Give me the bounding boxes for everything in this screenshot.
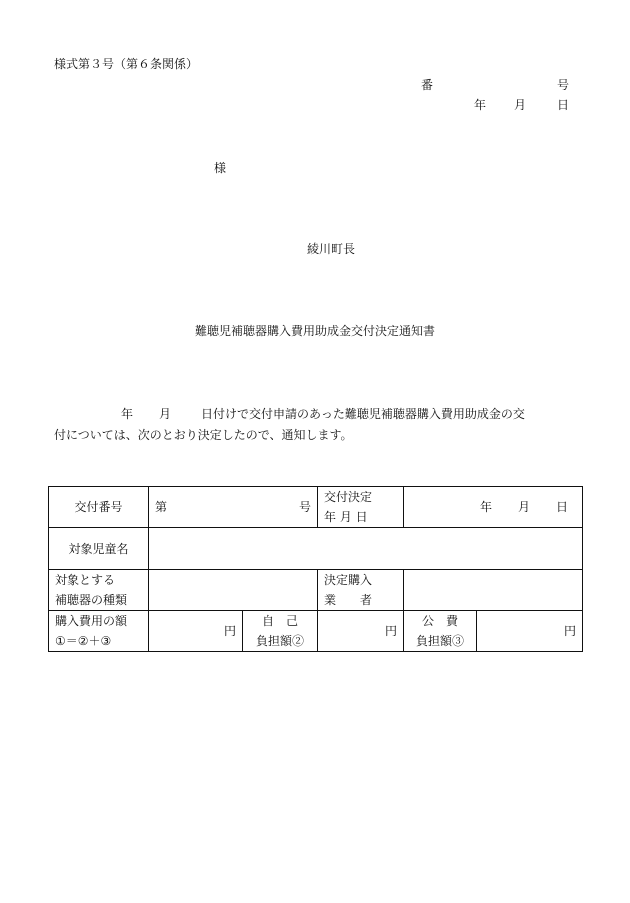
body-line1-rest: 日付けで交付申請のあった難聴児補聴器購入費用助成金の交 (201, 407, 525, 421)
grant-decision-table (48, 486, 583, 652)
notice-body (54, 404, 574, 446)
table-row (49, 487, 583, 528)
decision-date-label-line-1: 交付決定 (324, 490, 373, 504)
issue-date-year: 年 (474, 98, 487, 112)
issuer-name: 綾川町長 (307, 242, 356, 256)
hearing-aid-type-field[interactable] (149, 570, 318, 611)
self-burden-field[interactable] (318, 611, 404, 652)
decision-date-field[interactable] (404, 487, 583, 528)
body-year: 年 (121, 407, 134, 421)
document-number-prefix: 番 (421, 78, 434, 92)
decision-date-label (318, 487, 404, 528)
hearing-aid-type-label-line-2: 補聴器の種類 (55, 593, 128, 607)
body-month: 月 (159, 407, 172, 421)
public-burden-label-line-2: 負担額③ (415, 634, 464, 648)
grant-number-suffix: 号 (298, 500, 311, 514)
purchase-cost-label (49, 611, 149, 652)
public-burden-label-line-1: 公 費 (421, 614, 458, 628)
grant-number-label: 交付番号 (49, 487, 149, 528)
vendor-label-line-2: 業 者 (324, 593, 373, 607)
hearing-aid-type-label (49, 570, 149, 611)
decision-date-label-line-2: 年 月 日 (324, 510, 368, 524)
public-burden-label (404, 611, 477, 652)
purchase-cost-label-line-1: 購入費用の額 (55, 614, 128, 628)
grant-number-prefix: 第 (155, 500, 168, 514)
document-number-suffix: 号 (556, 78, 569, 92)
notice-body-line-1 (54, 404, 574, 425)
document-title: 難聴児補聴器購入費用助成金交付決定通知書 (194, 324, 435, 338)
child-name-field[interactable] (149, 528, 583, 570)
self-burden-yen: 円 (384, 624, 397, 638)
child-name-label: 対象児童名 (49, 528, 149, 570)
purchase-cost-label-line-2: ①＝②＋③ (55, 634, 112, 648)
notice-body-line-2: 付については、次のとおり決定したので、通知します。 (54, 428, 353, 442)
decision-date-year: 年 (479, 500, 492, 514)
hearing-aid-type-label-line-1: 対象とする (55, 573, 116, 587)
decision-date-month: 月 (517, 500, 530, 514)
decision-date-day: 日 (556, 500, 569, 514)
issue-date-day: 日 (556, 98, 569, 112)
self-burden-label-line-2: 負担額② (255, 634, 304, 648)
table-row (49, 611, 583, 652)
self-burden-label (243, 611, 318, 652)
issue-date-month: 月 (514, 98, 527, 112)
vendor-label (318, 570, 404, 611)
form-reference: 様式第３号（第６条関係） (54, 57, 199, 71)
public-burden-field[interactable] (477, 611, 583, 652)
vendor-field[interactable] (404, 570, 583, 611)
purchase-cost-field[interactable] (149, 611, 243, 652)
addressee-honorific: 様 (214, 161, 227, 175)
purchase-cost-yen: 円 (223, 624, 236, 638)
public-burden-yen: 円 (564, 624, 577, 638)
table-row (49, 528, 583, 570)
grant-number-field[interactable] (149, 487, 318, 528)
table-row (49, 570, 583, 611)
vendor-label-line-1: 決定購入 (324, 573, 373, 587)
self-burden-label-line-1: 自 己 (261, 614, 298, 628)
